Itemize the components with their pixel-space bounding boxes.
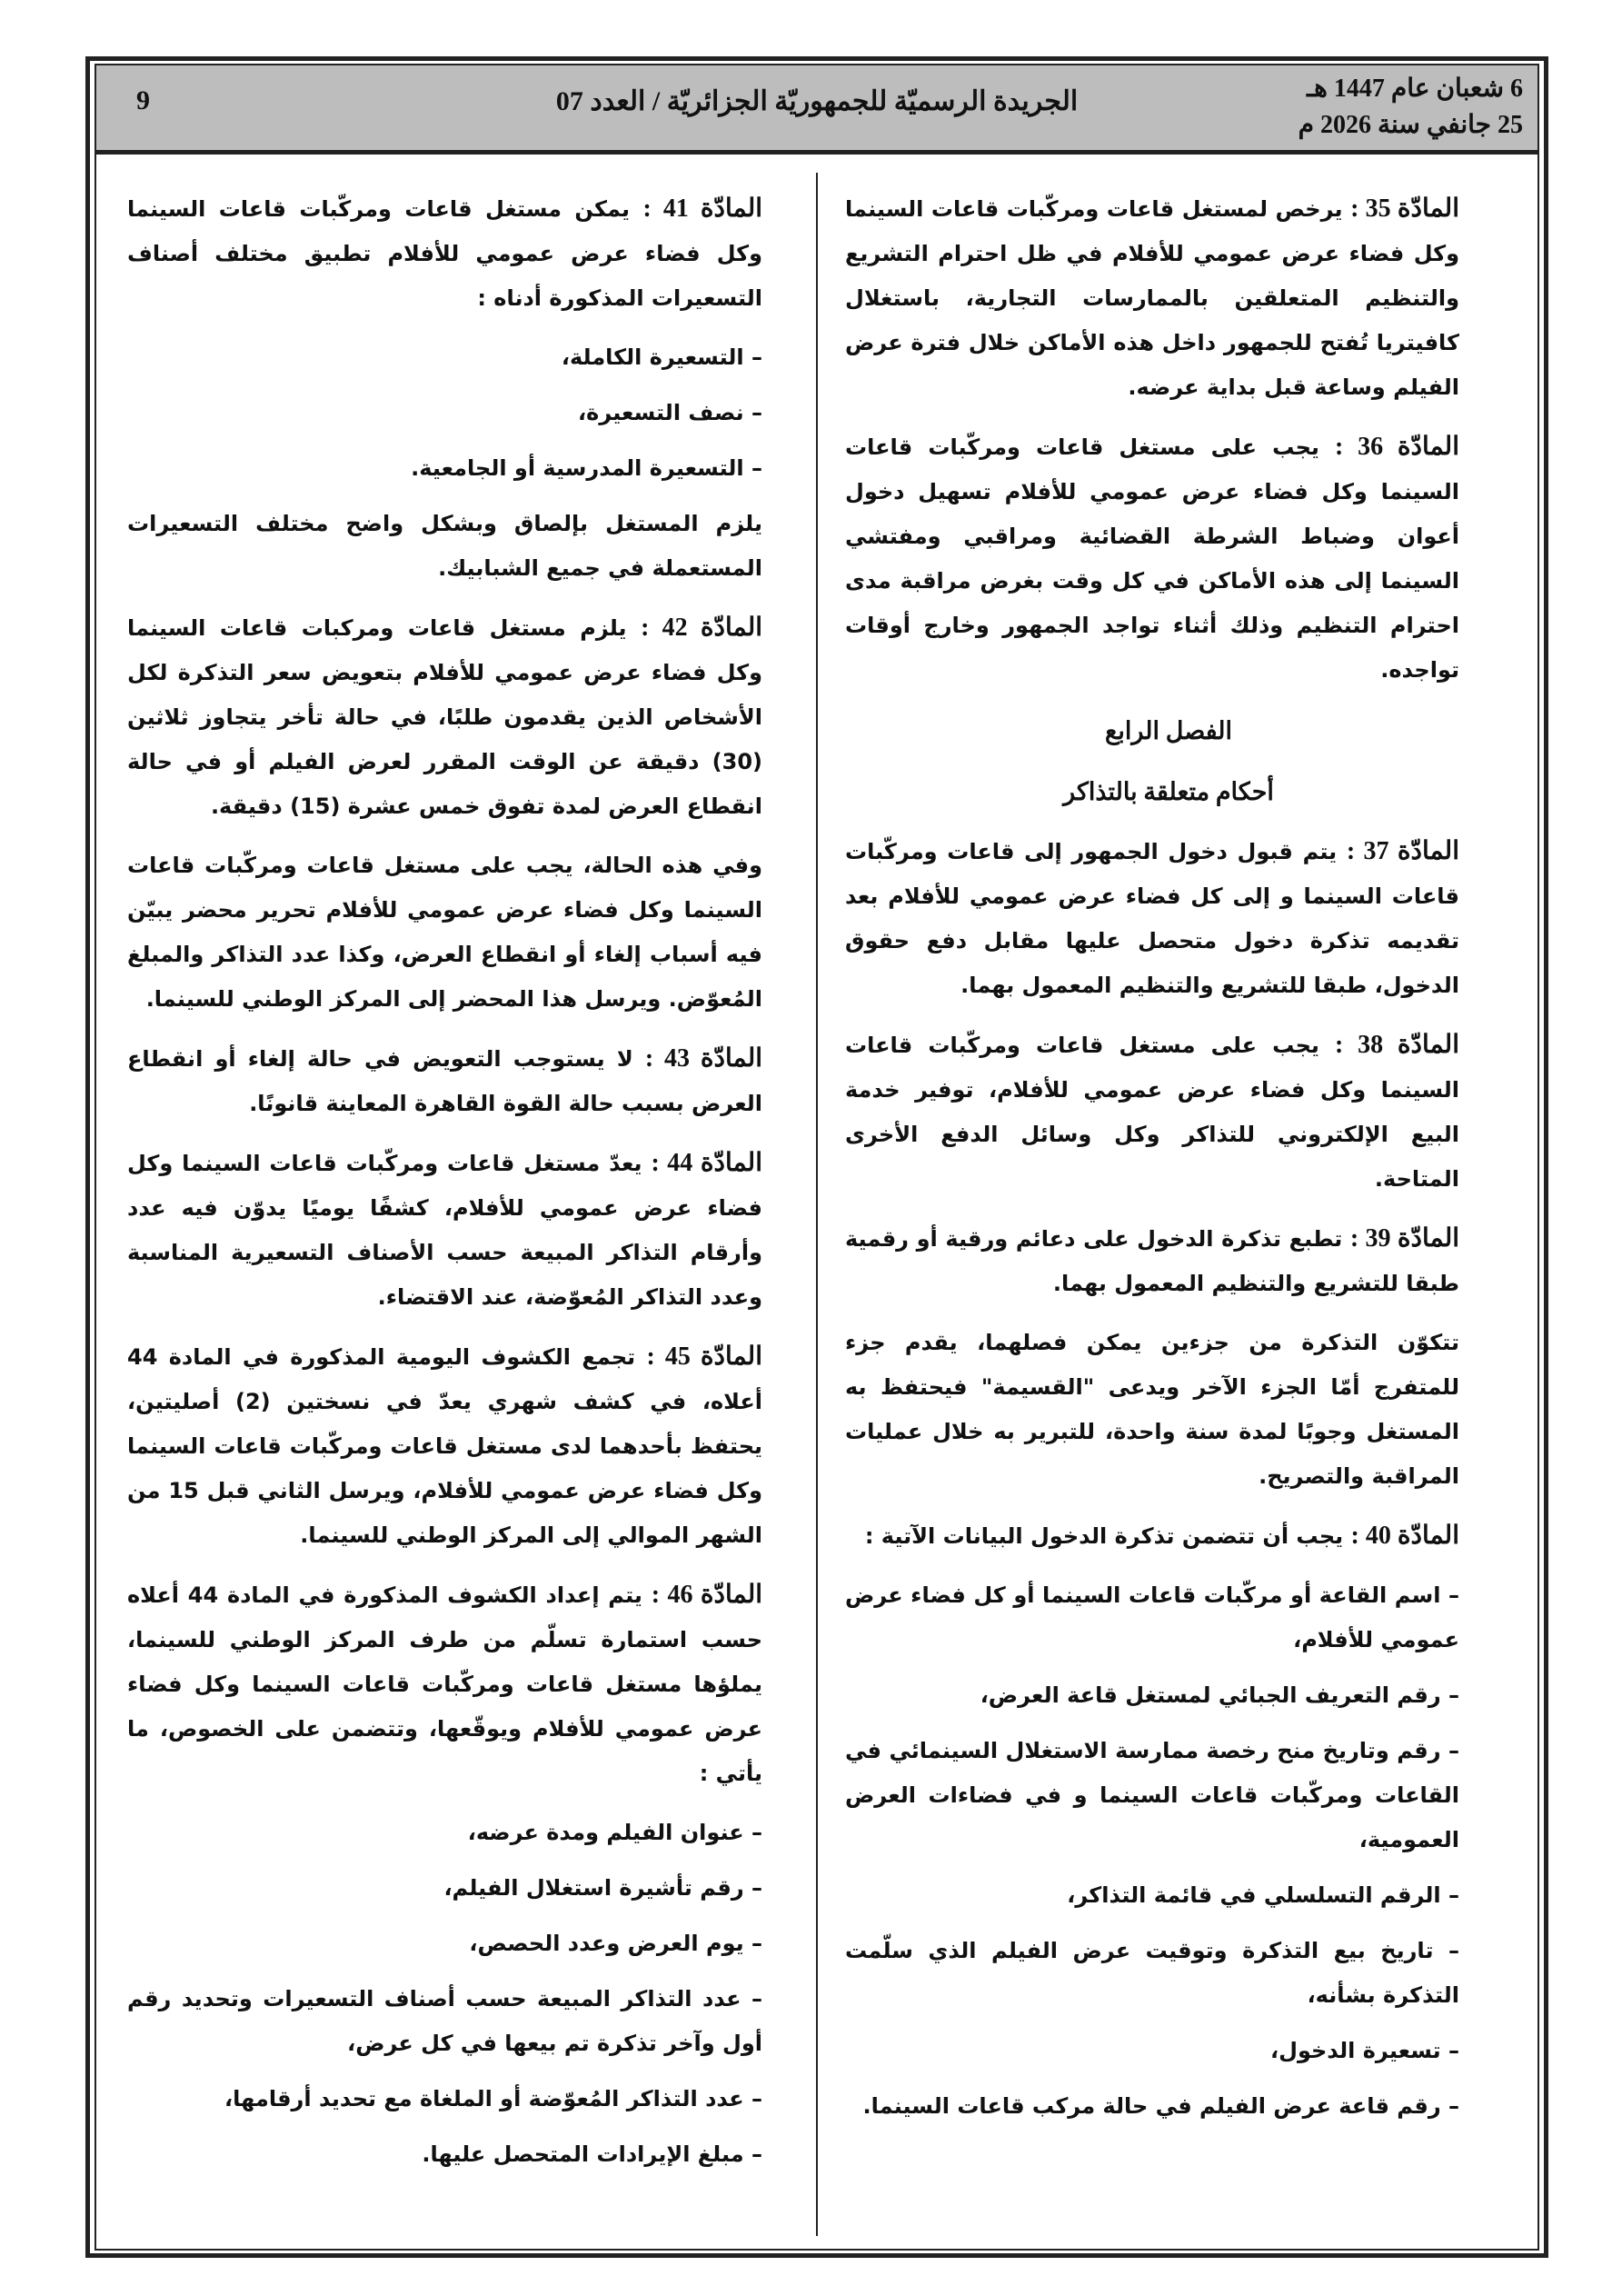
list-item: – نصف التسعيرة، bbox=[578, 400, 762, 425]
article-text: يتم قبول دخول الجمهور إلى قاعات ومركّبات قاعات السينما و إلى كل فضاء عرض عمومي للأفلام بعد تقديمه تذكرة دخول متحصل عليها مقابل دفع حقوق الدخول، طبقا للتشريع والتنظيم المعمول بهما. bbox=[845, 839, 1459, 998]
article-label: المادّة 42 : bbox=[641, 614, 763, 642]
article-35 bbox=[845, 186, 1492, 410]
list-item: – التسعيرة المدرسية أو الجامعية. bbox=[411, 455, 762, 481]
paragraph: وفي هذه الحالة، يجب على مستغل قاعات ومركّبات قاعات السينما وكل فضاء عرض عمومي للأفلام تحرير محضر يبيّن فيه أسباب إلغاء أو انقطاع العرض، وكذا عدد التذاكر والمبلغ المُعوّض. ويرسل هذا المحضر إلى المركز الوطني للسينما. bbox=[127, 853, 762, 1012]
article-label: المادّة 37 : bbox=[1346, 837, 1459, 865]
article-text: يجب على مستغل قاعات ومركّبات قاعات السينما وكل فضاء عرض عمومي للأفلام، توفير خدمة البيع الإلكتروني للتذاكر وكل وسائل الدفع الأخرى المتاحة. bbox=[845, 1033, 1459, 1192]
article-label: المادّة 35 : bbox=[1350, 195, 1459, 223]
paragraph: تتكوّن التذكرة من جزءين يمكن فصلهما، يقدم جزء للمتفرج أمّا الجزء الآخر ويدعى "القسيمة" فيحتفظ به المستغل وجوبًا لمدة سنة واحدة، للتبرير به خلال عمليات المراقبة والتصريح. bbox=[845, 1330, 1459, 1489]
list-item: – عدد التذاكر المبيعة حسب أصناف التسعيرات وتحديد رقم أول وآخر تذكرة تم بيعها في كل عرض، bbox=[127, 1986, 762, 2056]
article-label: المادّة 41 : bbox=[642, 195, 763, 223]
paragraph: يلزم المستغل بإلصاق وبشكل واضح مختلف التسعيرات المستعملة في جميع الشبابيك. bbox=[127, 511, 762, 581]
article-41 bbox=[127, 186, 795, 321]
article-label: المادّة 36 : bbox=[1334, 433, 1459, 461]
list-item: – عدد التذاكر المُعوّضة أو الملغاة مع تحديد أرقامها، bbox=[224, 2086, 762, 2111]
article-43 bbox=[127, 1036, 795, 1126]
column-divider bbox=[816, 173, 818, 2236]
right-column bbox=[845, 186, 1492, 2140]
article-text: يعدّ مستغل قاعات ومركّبات قاعات السينما وكل فضاء عرض عمومي للأفلام، كشفًا يوميًا يدوّن فيه عدد وأرقام التذاكر المبيعة حسب الأصناف التسعيرية المناسبة وعدد التذاكر المُعوّضة، عند الاقتضاء. bbox=[127, 1151, 762, 1310]
list-item: – رقم وتاريخ منح رخصة ممارسة الاستغلال السينمائي في القاعات ومركّبات قاعات السينما و في فضاءات العرض العمومية، bbox=[845, 1738, 1459, 1852]
list-item: – اسم القاعة أو مركّبات قاعات السينما أو كل فضاء عرض عمومي للأفلام، bbox=[845, 1582, 1459, 1652]
hijri-date: 6 شعبان عام 1447 هـ bbox=[1306, 75, 1523, 103]
article-42 bbox=[127, 605, 795, 829]
article-text: يتم إعداد الكشوف المذكورة في المادة 44 أعلاه حسب استمارة تسلّم من طرف المركز الوطني للسينما، يملؤها مستغل قاعات ومركّبات قاعات السينما وكل فضاء عرض عمومي للأفلام ويوقّعها، وتتضمن على الخصوص، ما يأتي : bbox=[127, 1582, 762, 1786]
gazette-header bbox=[96, 65, 1537, 155]
list-item: – عنوان الفيلم ومدة عرضه، bbox=[467, 1820, 762, 1845]
article-39 bbox=[845, 1216, 1492, 1306]
article-label: المادّة 44 : bbox=[651, 1149, 762, 1177]
article-38 bbox=[845, 1023, 1492, 1202]
chapter-heading: الفصل الرابع bbox=[1104, 717, 1232, 744]
list-item: – التسعيرة الكاملة، bbox=[561, 344, 762, 370]
article-label: المادّة 46 : bbox=[651, 1581, 763, 1609]
list-item: – يوم العرض وعدد الحصص، bbox=[469, 1931, 762, 1956]
article-40 bbox=[845, 1513, 1492, 1559]
article-text: تطبع تذكرة الدخول على دعائم ورقية أو رقمية طبقا للتشريع والتنظيم المعمول بهما. bbox=[845, 1226, 1459, 1296]
article-text: يجب على مستغل قاعات ومركّبات قاعات السينما وكل فضاء عرض عمومي للأفلام تسهيل دخول أعوان وضباط الشرطة القضائية ومراقبي ومفتشي السينما إلى هذه الأماكن في كل وقت بغرض مراقبة مدى احترام التنظيم وذلك أثناء تواجد الجمهور وخارج أوقات تواجده. bbox=[845, 434, 1459, 683]
list-item: – رقم قاعة عرض الفيلم في حالة مركب قاعات السينما. bbox=[862, 2093, 1459, 2119]
article-label: المادّة 40 : bbox=[1350, 1522, 1459, 1550]
list-item: – رقم التعريف الجبائي لمستغل قاعة العرض، bbox=[980, 1682, 1459, 1708]
article-text: لا يستوجب التعويض في حالة إلغاء أو انقطاع العرض بسبب حالة القوة القاهرة المعاينة قانونًا. bbox=[127, 1046, 762, 1116]
article-46 bbox=[127, 1572, 795, 1796]
article-label: المادّة 38 : bbox=[1334, 1031, 1459, 1059]
article-label: المادّة 45 : bbox=[646, 1343, 762, 1371]
left-column bbox=[127, 186, 795, 2188]
list-item: – مبلغ الإيرادات المتحصل عليها. bbox=[422, 2141, 762, 2167]
article-text: يجب أن تتضمن تذكرة الدخول البيانات الآتية : bbox=[864, 1523, 1351, 1549]
page-number: 9 bbox=[136, 85, 150, 115]
gazette-title: الجريدة الرسميّة للجمهوريّة الجزائريّة / العدد 07 bbox=[555, 86, 1079, 116]
list-item: – تاريخ بيع التذكرة وتوقيت عرض الفيلم الذي سلّمت التذكرة بشأنه، bbox=[845, 1938, 1459, 2008]
gregorian-date: 25 جانفي سنة 2026 م bbox=[1298, 111, 1523, 139]
article-text: يرخص لمستغل قاعات ومركّبات قاعات السينما وكل فضاء عرض عمومي للأفلام في ظل احترام التشريع والتنظيم المتعلقين بالممارسات التجارية، باستغلال كافيتريا تُفتح للجمهور داخل هذه الأماكن خلال فترة عرض الفيلم وساعة قبل بداية عرضه. bbox=[845, 196, 1459, 400]
list-item: – الرقم التسلسلي في قائمة التذاكر، bbox=[1067, 1882, 1459, 1908]
article-44 bbox=[127, 1141, 795, 1320]
article-text: تجمع الكشوف اليومية المذكورة في المادة 44 أعلاه، في كشف شهري يعدّ في نسختين (2) أصليتين، يحتفظ بأحدهما لدى مستغل قاعات ومركّبات قاعات السينما وكل فضاء عرض عمومي للأفلام، ويرسل الثاني قبل 15 من الشهر الموالي إلى المركز الوطني للسينما. bbox=[127, 1344, 763, 1548]
article-36 bbox=[845, 424, 1492, 693]
article-text: يلزم مستغل قاعات ومركبات قاعات السينما وكل فضاء عرض عمومي للأفلام بتعويض سعر التذكرة لكل الأشخاص الذين يقدمون طلبًا، في حالة تأخر يتجاوز ثلاثين (30) دقيقة عن الوقت المقرر لعرض الفيلم أو في حالة انقطاع العرض لمدة تفوق خمس عشرة (15) دقيقة. bbox=[127, 615, 762, 819]
article-label: المادّة 39 : bbox=[1349, 1224, 1460, 1253]
article-label: المادّة 43 : bbox=[644, 1044, 763, 1073]
article-text: يمكن مستغل قاعات ومركّبات قاعات السينما وكل فضاء عرض عمومي للأفلام تطبيق مختلف أصناف التسعيرات المذكورة أدناه : bbox=[127, 196, 762, 311]
article-37 bbox=[845, 829, 1492, 1008]
article-45 bbox=[127, 1334, 795, 1558]
list-item: – رقم تأشيرة استغلال الفيلم، bbox=[443, 1875, 762, 1901]
list-item: – تسعيرة الدخول، bbox=[1270, 2038, 1459, 2063]
chapter-title: أحكام متعلقة بالتذاكر bbox=[1063, 778, 1274, 805]
